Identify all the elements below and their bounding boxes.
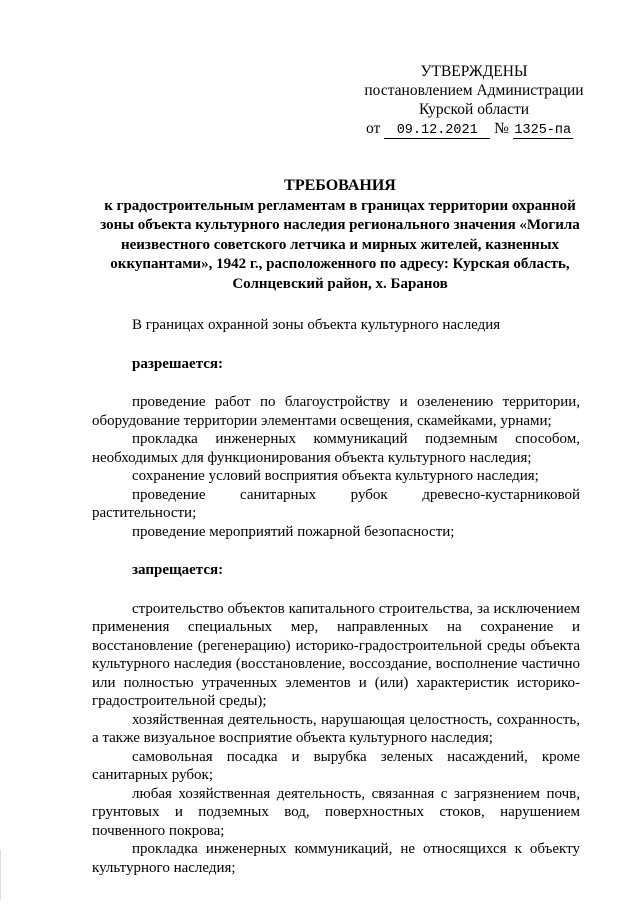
allowed-item: прокладка инженерных коммуникаций подземным способом, необходимых для функционирования объекта культурного наследия; <box>92 431 580 466</box>
forbidden-item: строительство объектов капитального строительства, за исключением применения специальных мер, направленных на сохранение и восстановление (регенерацию) историко-градостроительной среды объекта культурного наследия (восстановление, воссоздание, восполнение частично или полностью утраченных элементов и (или) характеристик историко-градостроительной среды); <box>92 600 580 709</box>
document-body <box>92 316 580 897</box>
forbidden-label: запрещается: <box>132 562 224 578</box>
approval-heading: УТВЕРЖДЕНЫ <box>420 63 528 80</box>
approval-line-2: Курской области <box>418 101 530 118</box>
forbidden-list <box>92 600 580 878</box>
date-prefix: от <box>366 120 381 137</box>
title-line: оккупантами», 1942 г., расположенного по адресу: Курская область, <box>110 256 570 272</box>
forbidden-item: самовольная посадка и вырубка зеленых насаждений, кроме санитарных рубок; <box>92 748 580 783</box>
allowed-item: проведение санитарных рубок древесно-кустарниковой растительности; <box>92 486 580 521</box>
approval-date: 09.12.2021 <box>384 123 490 139</box>
document-title <box>80 176 600 294</box>
intro-paragraph: В границах охранной зоны объекта культурного наследия <box>132 317 501 333</box>
number-prefix: № <box>494 120 509 137</box>
allowed-item: проведение работ по благоустройству и озеленению территории, оборудование территории элементами освещения, скамейками, урнами; <box>92 394 580 429</box>
approval-number: 1325-па <box>514 123 572 138</box>
title-line: Солнцевский район, х. Баранов <box>232 275 448 292</box>
allowed-label: разрешается: <box>132 355 224 372</box>
title-heading: ТРЕБОВАНИЯ <box>284 177 396 194</box>
title-line: зоны объекта культурного наследия регионального значения «Могила <box>100 217 580 233</box>
approval-block <box>360 62 588 139</box>
title-line: к градостроительным регламентам в границах территории охранной <box>104 197 576 214</box>
approval-date-line <box>360 119 588 139</box>
scan-edge-mark <box>0 850 3 900</box>
forbidden-item: хозяйственная деятельность, нарушающая целостность, сохранность, а также визуальное восприятие объекта культурного наследия; <box>92 711 580 746</box>
allowed-list <box>92 393 580 541</box>
allowed-item: проведение мероприятий пожарной безопасности; <box>132 523 455 540</box>
forbidden-item: любая хозяйственная деятельность, связанная с загрязнением почв, грунтовых и подземных вод, поверхностных стоков, нарушением почвенного покрова; <box>92 785 580 839</box>
approval-line-1: постановлением Администрации <box>364 82 584 99</box>
forbidden-item: прокладка инженерных коммуникаций, не относящихся к объекту культурного наследия; <box>92 841 580 876</box>
title-line: неизвестного советского летчика и мирных жителей, казненных <box>120 236 560 253</box>
allowed-item: сохранение условий восприятия объекта культурного наследия; <box>132 468 539 484</box>
